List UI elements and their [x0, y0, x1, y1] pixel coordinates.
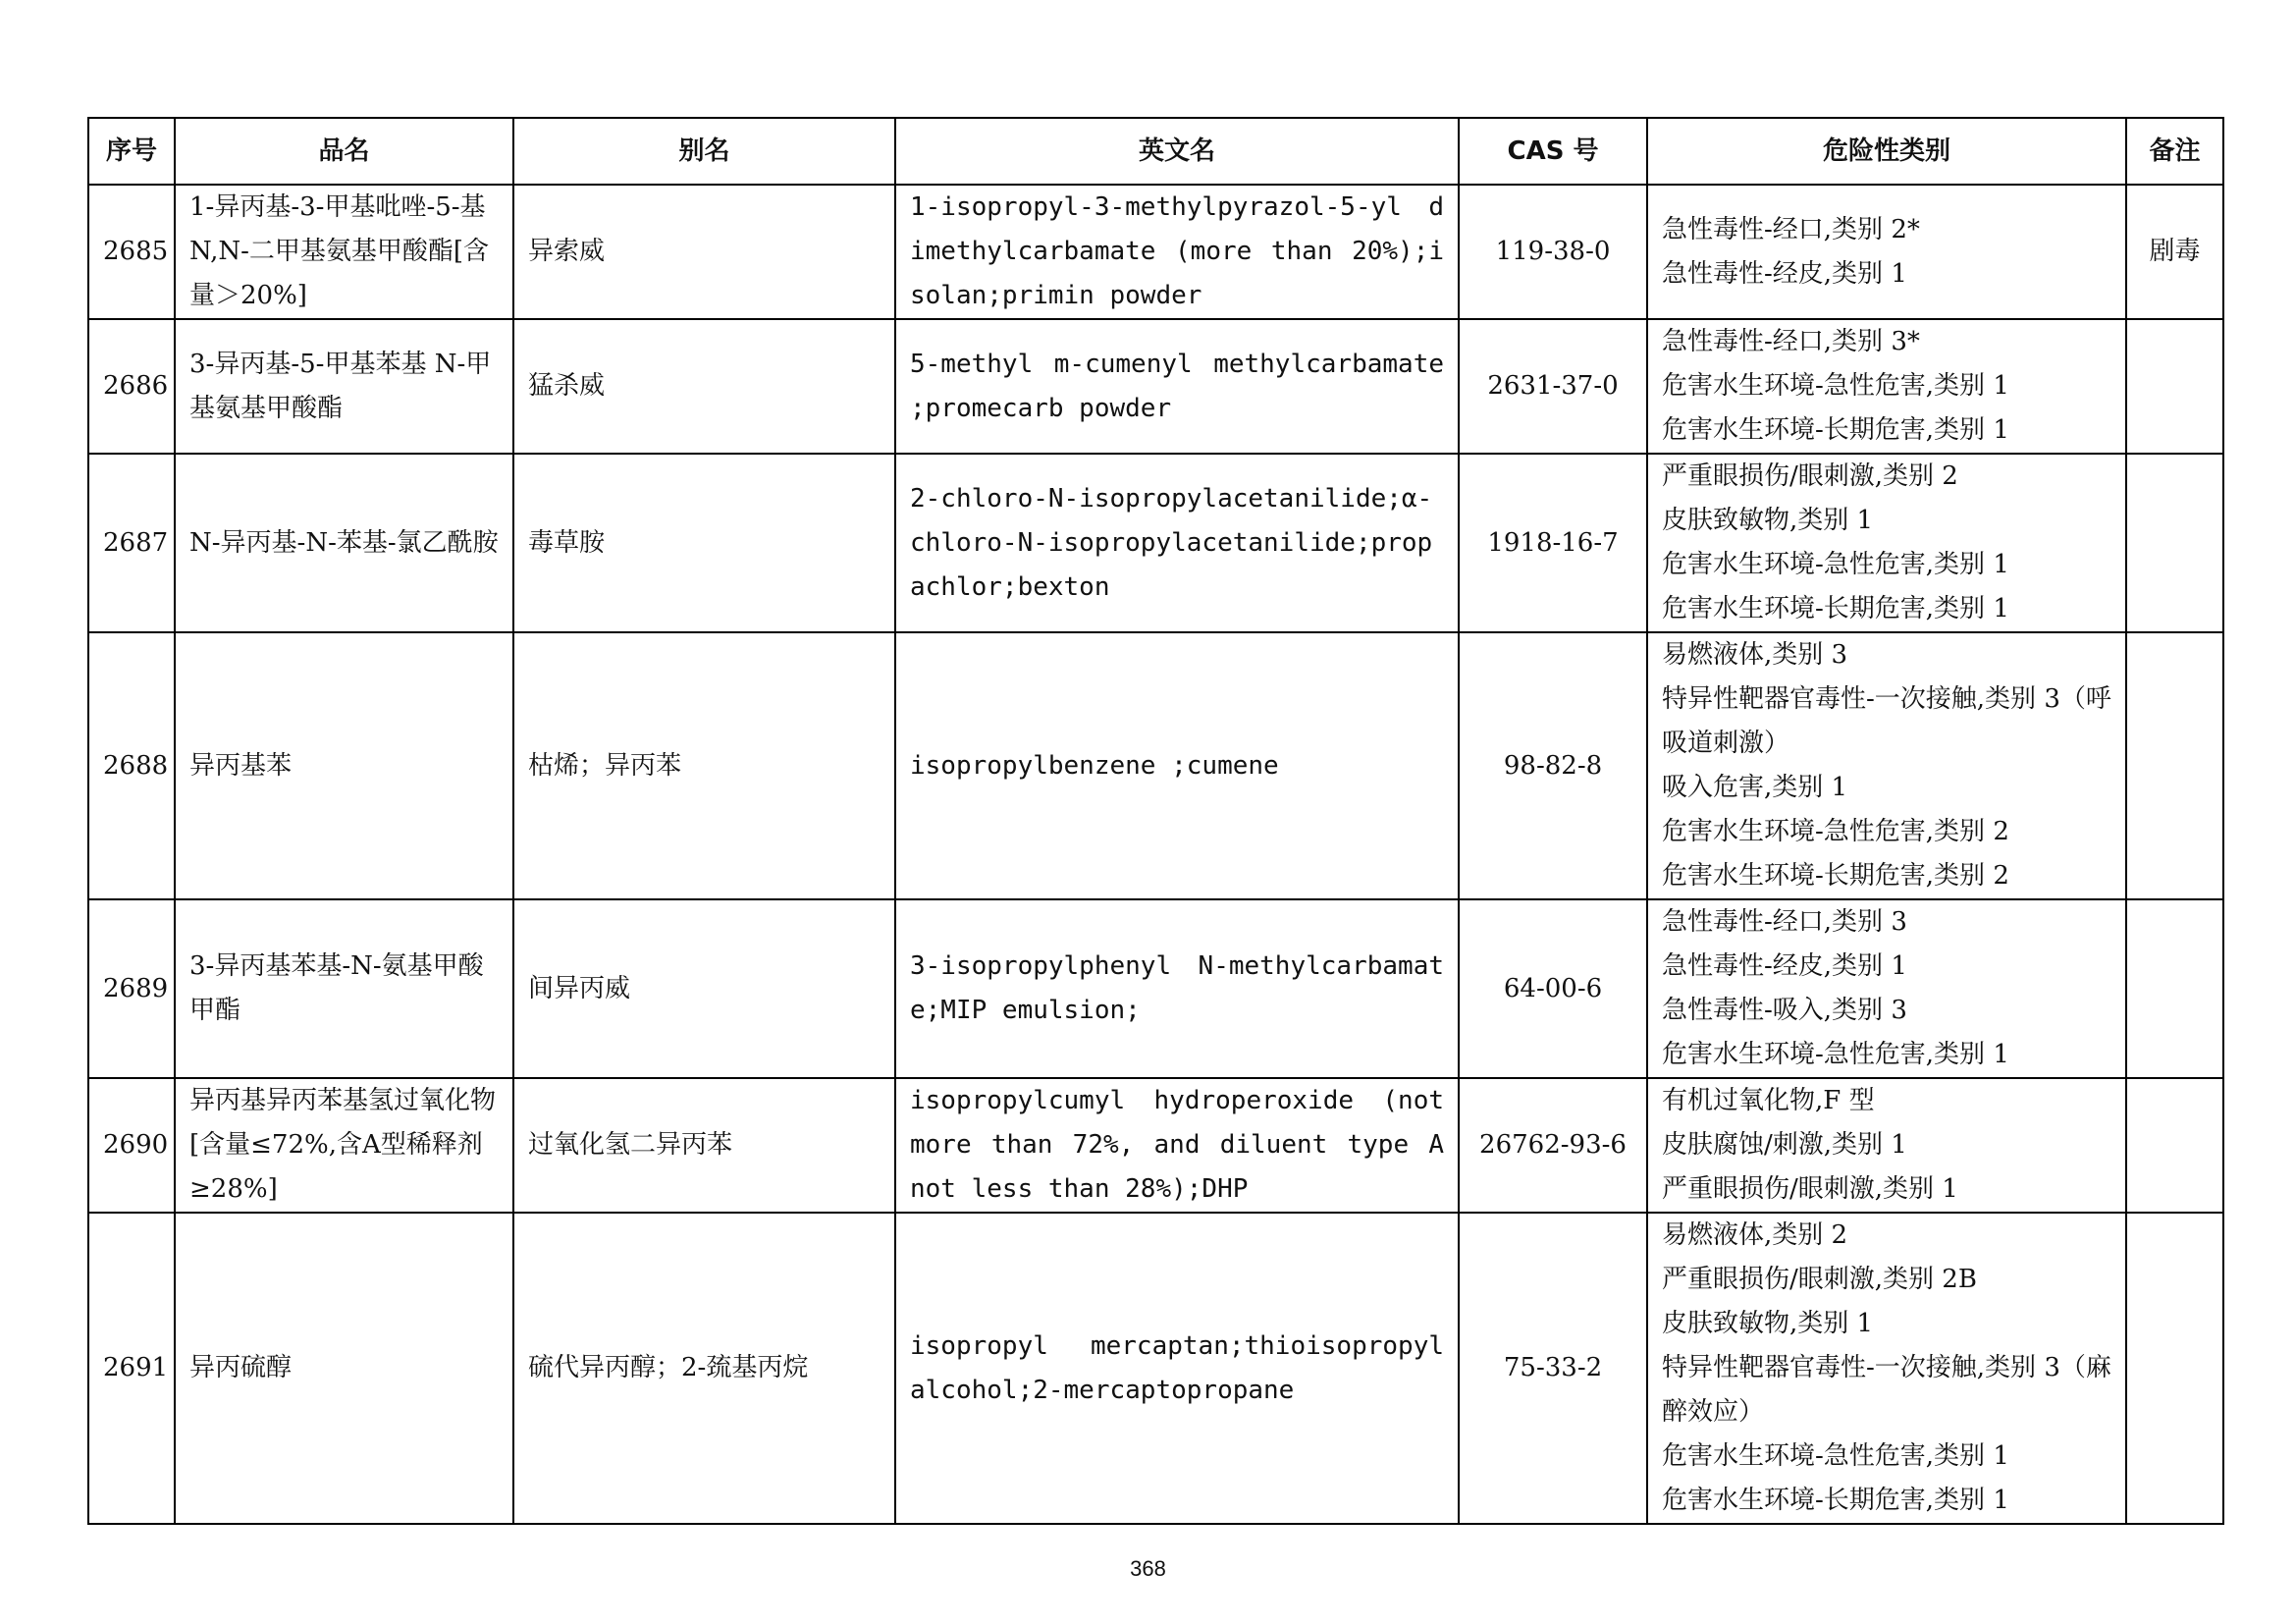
hazard-category-item: 危害水生环境-长期危害,类别 1 — [1662, 594, 2009, 623]
cell-cas-number: 119-38-0 — [1459, 185, 1647, 319]
hazard-category-item: 吸入危害,类别 1 — [1662, 773, 1848, 802]
cell-cas-number: 26762-93-6 — [1459, 1078, 1647, 1213]
cell-hazard-category — [1647, 899, 2126, 1078]
hazard-category-item: 危害水生环境-长期危害,类别 1 — [1662, 415, 2009, 445]
hazard-category-item: 急性毒性-经口,类别 3* — [1662, 327, 1920, 356]
table-row — [88, 454, 2223, 632]
cell-hazard-category — [1647, 319, 2126, 454]
cell-english-name: isopropylbenzene ;cumene — [895, 632, 1459, 899]
cell-hazard-category — [1647, 185, 2126, 319]
cell-english-name: 1-isopropyl-3-methylpyrazol-5-yl dimethylcarbamate (more than 20%);isolan;primin powder — [895, 185, 1459, 319]
cell-serial-no: 2691 — [88, 1213, 175, 1524]
header-cas-number: CAS 号 — [1459, 118, 1647, 185]
cell-remarks — [2126, 319, 2223, 454]
cell-hazard-category — [1647, 1078, 2126, 1213]
cell-english-name: isopropylcumyl hydroperoxide (not more than 72%, and diluent type A not less than 28%);DHP — [895, 1078, 1459, 1213]
hazard-category-item: 急性毒性-经皮,类别 1 — [1662, 258, 1907, 289]
table-row — [88, 319, 2223, 454]
cell-hazard-category — [1647, 632, 2126, 899]
table-header-row — [88, 118, 2223, 185]
cell-product-name: 异丙基异丙苯基氢过氧化物[含量≤72%,含A型稀释剂≥28%] — [175, 1078, 513, 1213]
table-row — [88, 899, 2223, 1078]
cell-remarks: 剧毒 — [2126, 185, 2223, 319]
cell-remarks — [2126, 632, 2223, 899]
header-serial-no: 序号 — [88, 118, 175, 185]
hazard-category-item: 危害水生环境-急性危害,类别 2 — [1662, 817, 2009, 846]
hazard-category-item: 急性毒性-经皮,类别 1 — [1662, 951, 1907, 981]
cell-cas-number: 98-82-8 — [1459, 632, 1647, 899]
cell-serial-no: 2690 — [88, 1078, 175, 1213]
cell-remarks — [2126, 1213, 2223, 1524]
hazard-category-item: 严重眼损伤/眼刺激,类别 2B — [1662, 1265, 1977, 1294]
hazard-category-item: 皮肤腐蚀/刺激,类别 1 — [1662, 1130, 1907, 1160]
cell-product-name: 1-异丙基-3-甲基吡唑-5-基N,N-二甲基氨基甲酸酯[含量＞20%] — [175, 185, 513, 319]
header-alias: 别名 — [513, 118, 895, 185]
cell-cas-number: 64-00-6 — [1459, 899, 1647, 1078]
cell-product-name: 异丙基苯 — [175, 632, 513, 899]
page-number: 368 — [1130, 1556, 1166, 1581]
cell-alias: 异索威 — [513, 185, 895, 319]
cell-product-name: N-异丙基-N-苯基-氯乙酰胺 — [175, 454, 513, 632]
hazardous-chemicals-table — [87, 117, 2224, 1525]
cell-cas-number: 2631-37-0 — [1459, 319, 1647, 454]
hazard-category-item: 有机过氧化物,F 型 — [1662, 1086, 1875, 1115]
cell-product-name: 异丙硫醇 — [175, 1213, 513, 1524]
table-row — [88, 1213, 2223, 1524]
cell-serial-no: 2687 — [88, 454, 175, 632]
cell-alias: 硫代异丙醇；2-巯基丙烷 — [513, 1213, 895, 1524]
cell-alias: 猛杀威 — [513, 319, 895, 454]
cell-alias: 毒草胺 — [513, 454, 895, 632]
cell-remarks — [2126, 1078, 2223, 1213]
hazard-category-item: 严重眼损伤/眼刺激,类别 1 — [1662, 1174, 1958, 1204]
header-remarks: 备注 — [2126, 118, 2223, 185]
hazard-category-item: 急性毒性-经口,类别 3 — [1662, 907, 1907, 937]
hazard-category-item: 危害水生环境-长期危害,类别 2 — [1662, 861, 2009, 891]
cell-english-name: 5-methyl m-cumenyl methylcarbamate ;promecarb powder — [895, 319, 1459, 454]
table-row — [88, 1078, 2223, 1213]
hazard-category-item: 危害水生环境-急性危害,类别 1 — [1662, 550, 2009, 579]
table-row — [88, 185, 2223, 319]
hazard-category-item: 急性毒性-吸入,类别 3 — [1662, 996, 1907, 1025]
cell-hazard-category — [1647, 454, 2126, 632]
table-row — [88, 632, 2223, 899]
cell-product-name: 3-异丙基苯基-N-氨基甲酸甲酯 — [175, 899, 513, 1078]
hazard-category-item: 易燃液体,类别 2 — [1662, 1220, 1848, 1250]
hazard-category-item: 危害水生环境-急性危害,类别 1 — [1662, 1040, 2009, 1069]
cell-alias: 过氧化氢二异丙苯 — [513, 1078, 895, 1213]
cell-english-name: 3-isopropylphenyl N-methylcarbamate;MIP emulsion; — [895, 899, 1459, 1078]
cell-serial-no: 2689 — [88, 899, 175, 1078]
hazard-category-item: 特异性靶器官毒性-一次接触,类别 3（呼吸道刺激） — [1662, 684, 2111, 758]
cell-alias: 枯烯；异丙苯 — [513, 632, 895, 899]
cell-alias: 间异丙威 — [513, 899, 895, 1078]
cell-english-name: isopropyl mercaptan;thioisopropyl alcohol;2-mercaptopropane — [895, 1213, 1459, 1524]
cell-serial-no: 2688 — [88, 632, 175, 899]
cell-remarks — [2126, 899, 2223, 1078]
cell-product-name: 3-异丙基-5-甲基苯基 N-甲基氨基甲酸酯 — [175, 319, 513, 454]
cell-serial-no: 2685 — [88, 185, 175, 319]
hazard-category-item: 严重眼损伤/眼刺激,类别 2 — [1662, 461, 1958, 491]
cell-remarks — [2126, 454, 2223, 632]
cell-cas-number: 1918-16-7 — [1459, 454, 1647, 632]
hazard-category-item: 危害水生环境-急性危害,类别 1 — [1662, 371, 2009, 401]
hazard-category-item: 危害水生环境-急性危害,类别 1 — [1662, 1441, 2009, 1471]
cell-hazard-category — [1647, 1213, 2126, 1524]
hazard-category-item: 危害水生环境-长期危害,类别 1 — [1662, 1486, 2009, 1515]
header-english-name: 英文名 — [895, 118, 1459, 185]
cell-cas-number: 75-33-2 — [1459, 1213, 1647, 1524]
hazard-category-item: 急性毒性-经口,类别 2* — [1662, 214, 1920, 244]
hazard-category-item: 皮肤致敏物,类别 1 — [1662, 506, 1874, 535]
cell-english-name: 2-chloro-N-isopropylacetanilide;α-chloro-N-isopropylacetanilide;propachlor;bexton — [895, 454, 1459, 632]
cell-serial-no: 2686 — [88, 319, 175, 454]
hazard-category-item: 特异性靶器官毒性-一次接触,类别 3（麻醉效应） — [1662, 1353, 2111, 1427]
hazard-category-item: 皮肤致敏物,类别 1 — [1662, 1309, 1874, 1338]
hazard-category-item: 易燃液体,类别 3 — [1662, 640, 1848, 670]
header-product-name: 品名 — [175, 118, 513, 185]
header-hazard-category: 危险性类别 — [1647, 118, 2126, 185]
